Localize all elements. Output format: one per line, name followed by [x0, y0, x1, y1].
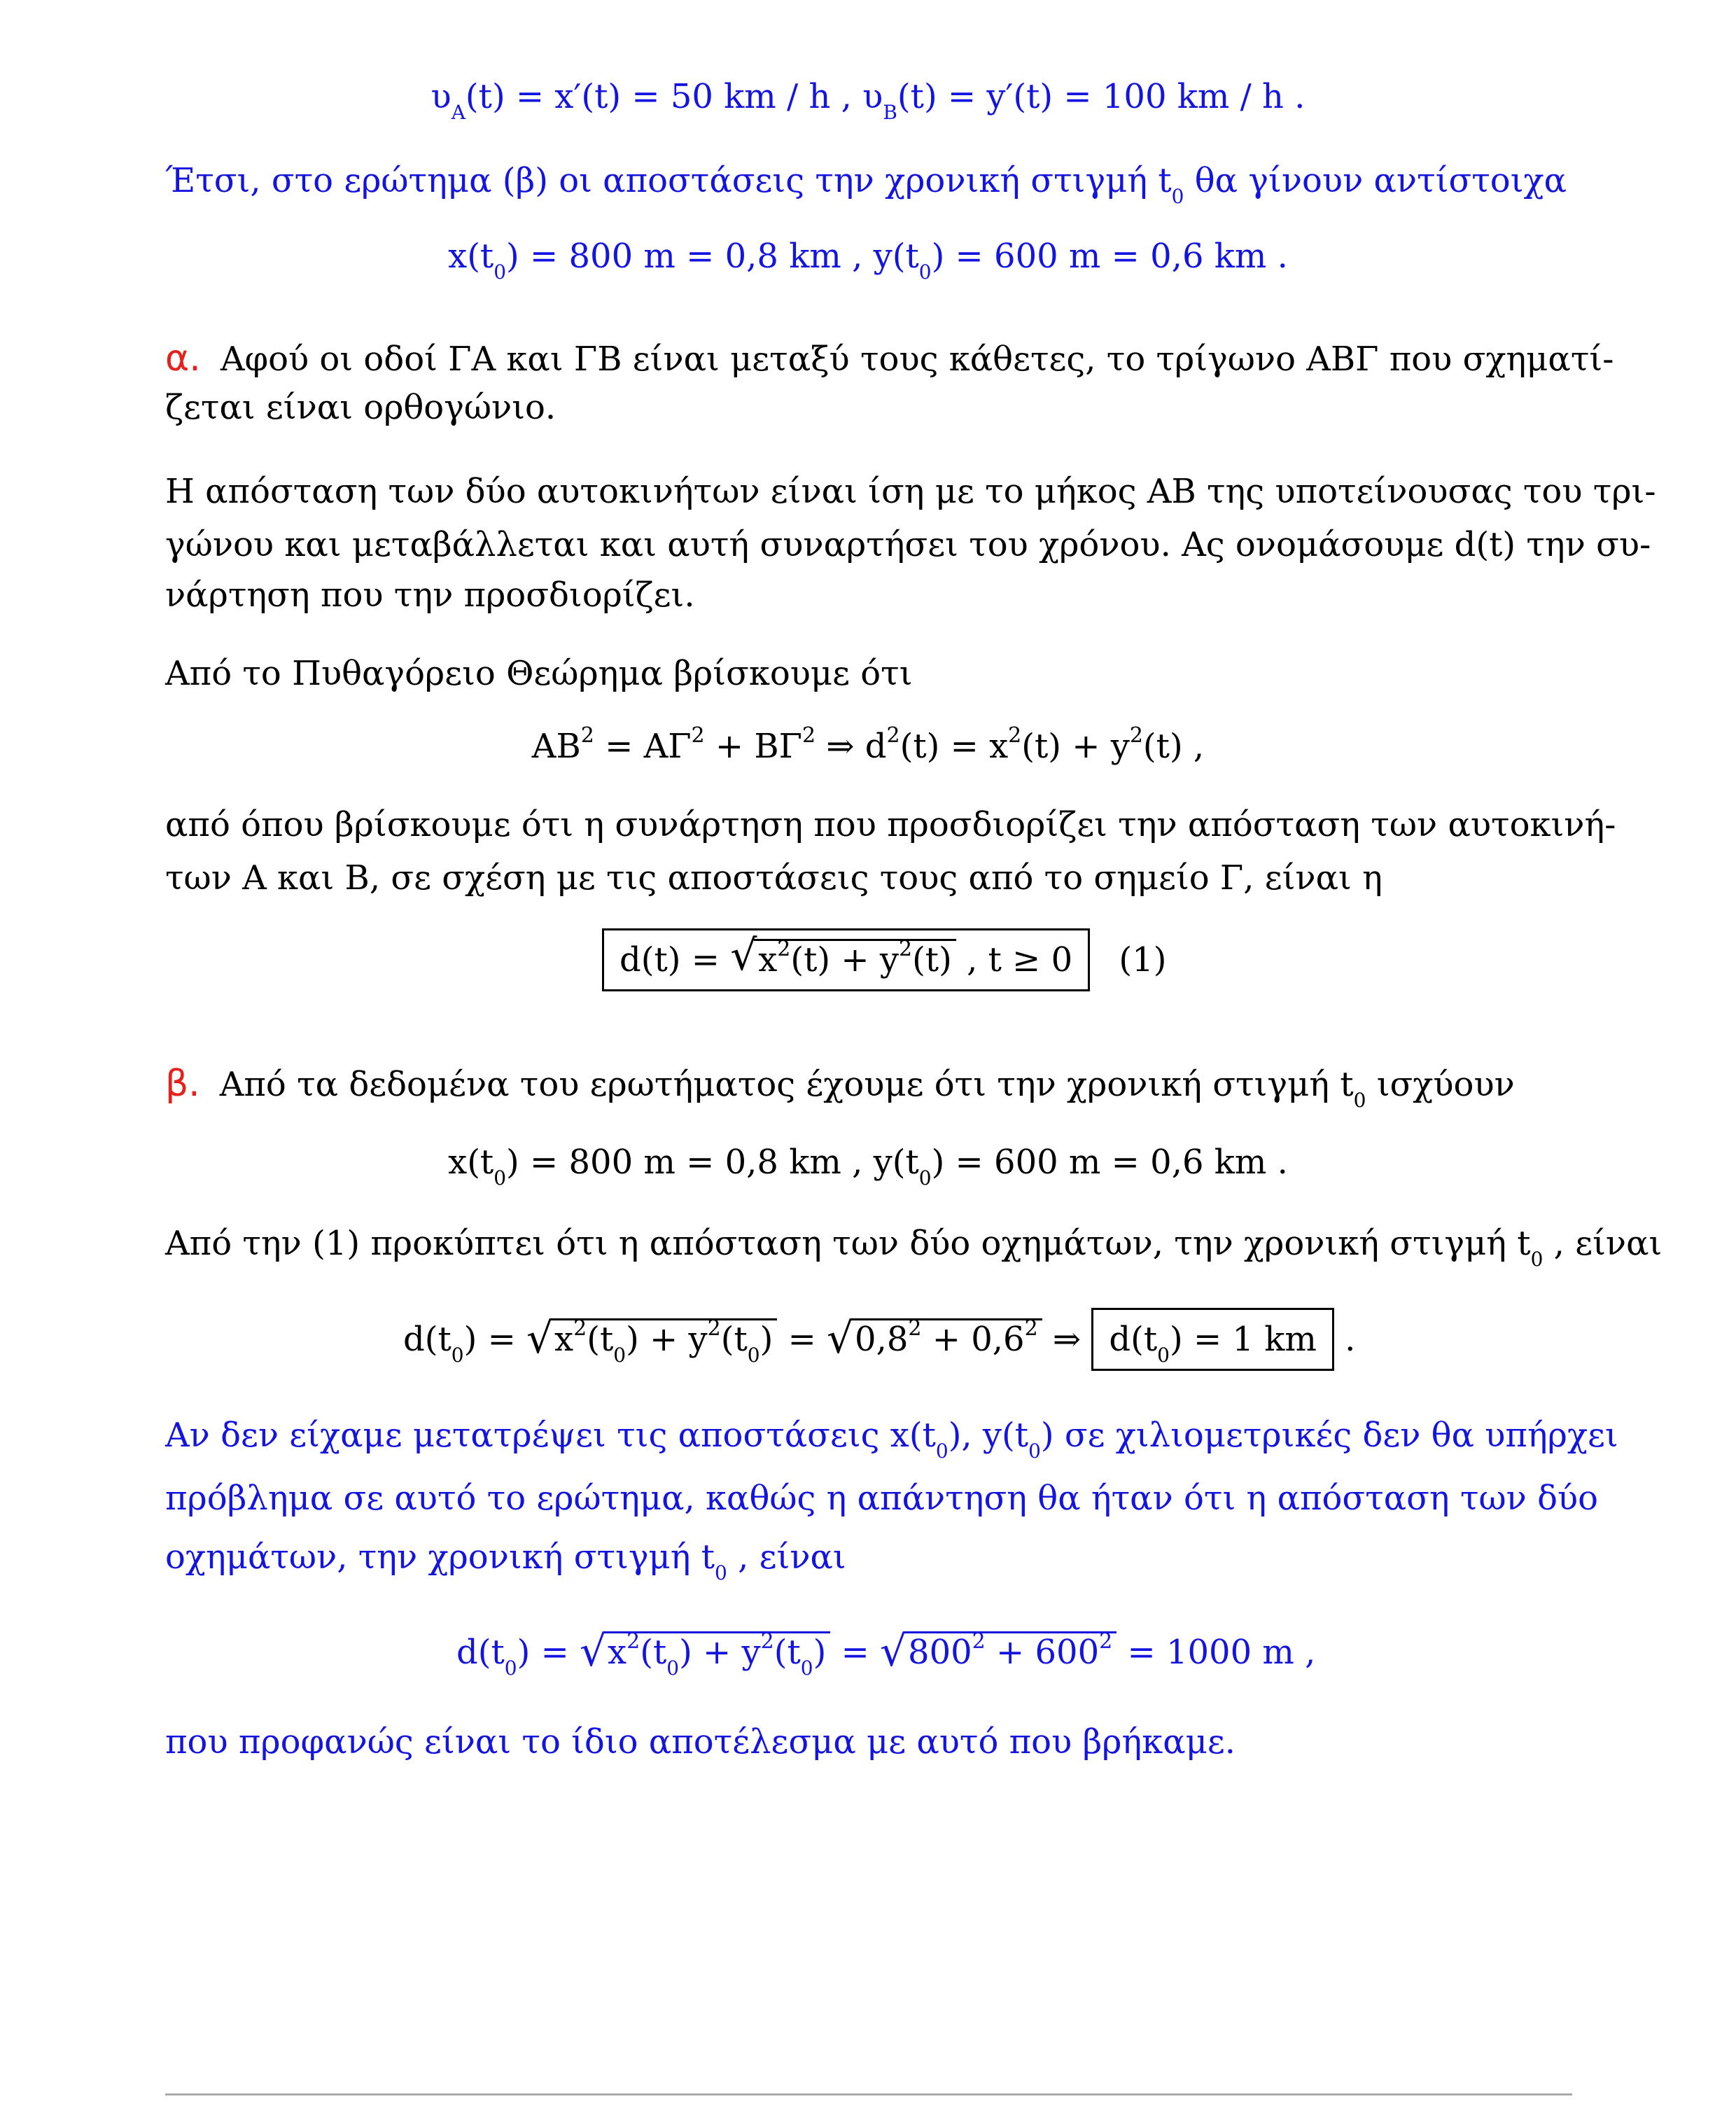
pythagoras-equation: $AB^2 = A\Gamma^2 + B\Gamma^2$ ⇒ $d^2(t) = x^2(t) + y^2(t)$ , — [531, 723, 1205, 766]
part-beta-line: β. Από τα δεδομένα του ερωτήματος έχουμε ότι την χρονική στιγμή $t_0$ ισχύουν — [165, 1063, 1515, 1112]
paragraph-line: νάρτηση που την προσδιορίζει. — [165, 576, 695, 615]
equation-number: (1) — [1119, 940, 1167, 979]
distance-values-equation: $x(t_0) = 800$ m = 0,8 km , $y(t_0) = 600$ m = 0,6 km . — [448, 237, 1288, 284]
beta-distance-equation: $x(t_0) = 800$ m = 0,8 km , $y(t_0) = 600$ m = 0,6 km . — [448, 1143, 1288, 1190]
blue-conclusion: που προφανώς είναι το ίδιο αποτέλεσμα με αυτό που βρήκαμε. — [165, 1722, 1236, 1762]
blue-note-line-3: οχημάτων, την χρονική στιγμή $t_0$ , είναι — [165, 1537, 846, 1584]
paragraph-line: γώνου και μεταβάλλεται και αυτή συναρτήσει του χρόνου. Ας ονομάσουμε d(t) την συ- — [165, 525, 1651, 564]
paragraph-line: Από το Πυθαγόρειο Θεώρημα βρίσκουμε ότι — [165, 654, 913, 693]
part-alpha-line-2: ζεται είναι ορθογώνιο. — [165, 388, 556, 427]
footer-divider — [165, 2093, 1572, 2095]
paragraph-line: από όπου βρίσκουμε ότι η συνάρτηση που προσδιορίζει την απόσταση των αυτοκινή- — [165, 805, 1616, 844]
equation-box: d(t) = √ $x^2(t) + y^2(t)$ , t ≥ 0 — [602, 928, 1090, 991]
part-alpha-line-1: α. Αφού οι οδοί ΓΑ και ΓΒ είναι μεταξύ τους κάθετες, το τρίγωνο ΑΒΓ που σχηματί- — [165, 337, 1614, 379]
blue-distance-equation: $d(t_0)$ = √ $x^2(t_0) + y^2(t_0)$ = √ $800^2 + 600^2 = 1000$ m , — [456, 1631, 1315, 1672]
distance-result-equation: $d(t_0)$ = √ $x^2(t_0) + y^2(t_0)$ = √ $0,8^2 + 0,6^2$ ⇒ $d(t_0) = 1$ km . — [403, 1308, 1355, 1371]
intro-sentence: Έτσι, στο ερώτημα (β) οι αποστάσεις την χρονική στιγμή $t_0$ θα γίνουν αντίστοιχα — [165, 161, 1567, 208]
result-box: $d(t_0) = 1$ km — [1091, 1308, 1334, 1371]
blue-note-line-1: Αν δεν είχαμε μετατρέψει τις αποστάσεις $x(t_0)$, $y(t_0)$ σε χιλιομετρικές δεν θα υπήρχει — [165, 1416, 1618, 1463]
paragraph-line: Η απόσταση των δύο αυτοκινήτων είναι ίση με το μήκος ΑΒ της υποτείνουσας του τρι- — [165, 472, 1656, 511]
part-beta-marker: β. — [165, 1063, 200, 1105]
paragraph-line: των Α και Β, σε σχέση με τις αποστάσεις τους από το σημείο Γ, είναι η — [165, 858, 1382, 898]
blue-note-line-2: πρόβλημα σε αυτό το ερώτημα, καθώς η απάντηση θα ήταν ότι η απόσταση των δύο — [165, 1479, 1599, 1518]
velocity-equation: $\upsilon_A(t) = x'(t) = 50$ km / h , $\upsilon_B(t) = y'(t) = 100$ km / h . — [430, 77, 1306, 124]
boxed-distance-function — [602, 928, 1166, 991]
paragraph-line: Από την (1) προκύπτει ότι η απόσταση των δύο οχημάτων, την χρονική στιγμή $t_0$ , είναι — [165, 1224, 1662, 1271]
part-alpha-marker: α. — [165, 337, 201, 379]
